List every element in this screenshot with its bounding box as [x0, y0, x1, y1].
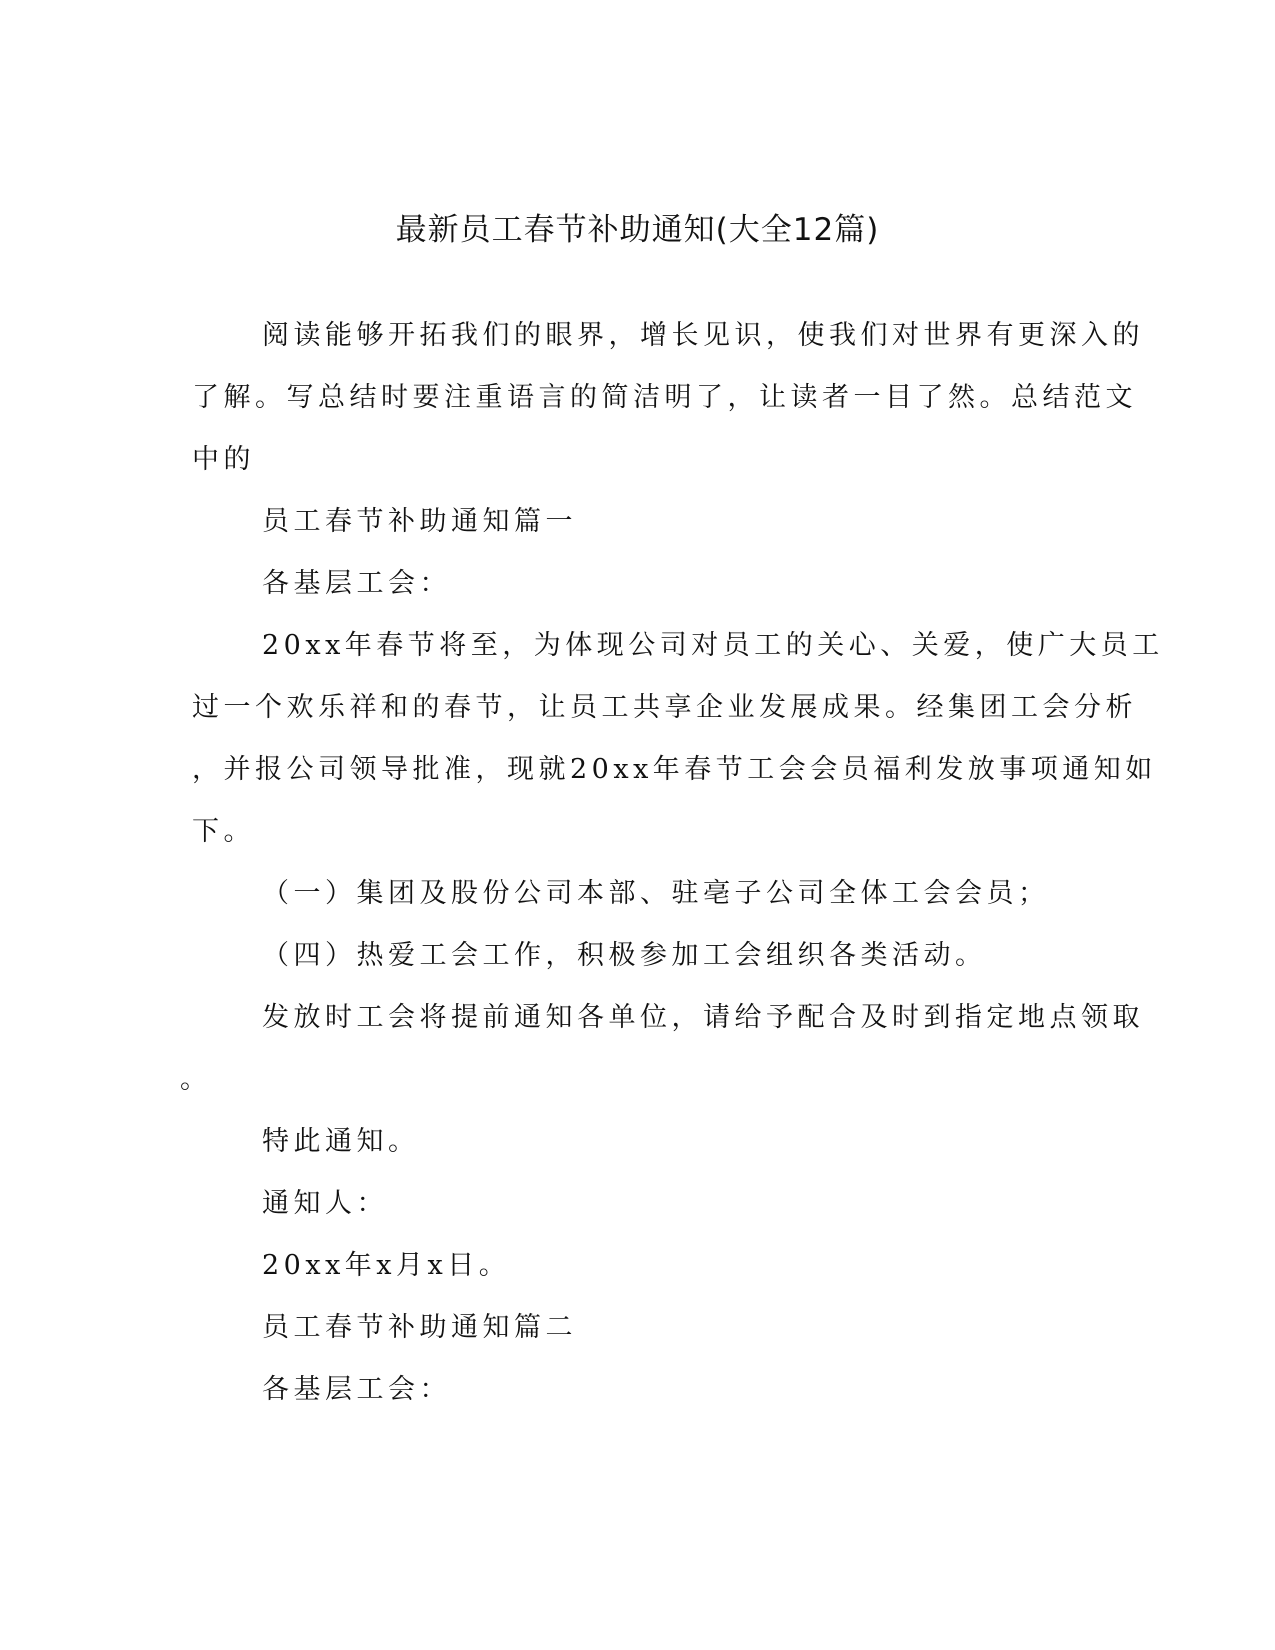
paragraph-line: ，并报公司领导批准，现就20xx年春节工会会员福利发放事项通知如	[192, 754, 1157, 785]
section-heading: 员工春节补助通知篇一	[262, 506, 577, 537]
notifier-label: 通知人：	[262, 1188, 388, 1219]
notice-date: 20xx年x月x日。	[262, 1250, 511, 1281]
paragraph-line: 过一个欢乐祥和的春节，让员工共享企业发展成果。经集团工会分析	[192, 692, 1137, 723]
list-item: （一）集团及股份公司本部、驻亳子公司全体工会会员；	[262, 878, 1050, 909]
paragraph-line: 20xx年春节将至，为体现公司对员工的关心、关爱，使广大员工	[262, 630, 1164, 661]
document-body	[180, 305, 1164, 1421]
paragraph-line: 发放时工会将提前通知各单位，请给予配合及时到指定地点领取	[262, 1002, 1144, 1033]
intro-line: 中的	[192, 444, 255, 475]
document-title: 最新员工春节补助通知(大全12篇)	[395, 212, 880, 248]
intro-line: 了解。写总结时要注重语言的简洁明了，让读者一目了然。总结范文	[192, 382, 1137, 413]
list-item: （四）热爱工会工作，积极参加工会组织各类活动。	[262, 940, 987, 971]
salutation: 各基层工会：	[262, 568, 451, 599]
paragraph-line: 。	[180, 1064, 212, 1095]
salutation: 各基层工会：	[262, 1374, 451, 1405]
section-heading: 员工春节补助通知篇二	[262, 1312, 577, 1343]
closing-text: 特此通知。	[262, 1126, 420, 1157]
intro-line: 阅读能够开拓我们的眼界，增长见识，使我们对世界有更深入的	[262, 320, 1144, 351]
paragraph-line: 下。	[192, 816, 255, 847]
